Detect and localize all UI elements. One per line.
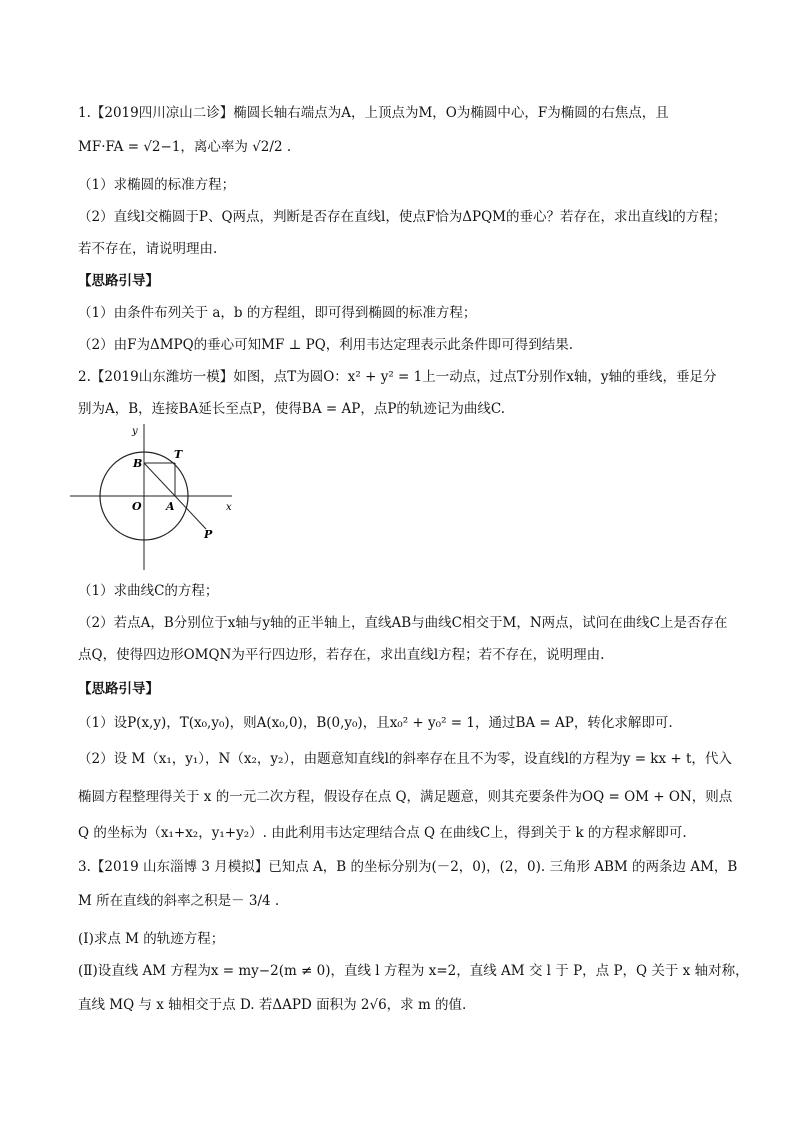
problem2-hint1: （1）设P(x,y)，T(x₀,y₀)，则A(x₀,0)，B(0,y₀)，且x₀² + y₀² = 1，通过BA = AP，转化求解即可. (78, 715, 673, 731)
problem1-hint2: （2）由F为ΔMPQ的垂心可知MF ⊥ PQ，利用韦达定理表示此条件即可得到结果. (78, 337, 574, 353)
label-y: y (132, 426, 138, 437)
problem3-question2-line1: (Ⅱ)设直线 AM 方程为x = my−2(m ≠ 0)，直线 l 方程为 x=2，直线 AM 交 l 于 P，点 P，Q 关于 x 轴对称， (78, 963, 749, 979)
problem2-question2-line1: （2）若点A，B分别位于x轴与y轴的正半轴上，直线AB与曲线C相交于M，N两点，试问在曲线C上是否存在 (78, 615, 728, 631)
label-a: A (166, 500, 175, 513)
problem2-stem-line2: 别为A，B，连接BA延长至点P，使得BA = AP，点P的轨迹记为曲线C. (78, 401, 506, 417)
problem1-hint1: （1）由条件布列关于 a，b 的方程组，即可得到椭圆的标准方程； (78, 305, 477, 321)
label-o: O (132, 500, 142, 513)
problem3-stem-line1: 3.【2019 山东淄博 3 月模拟】已知点 A，B 的坐标分别为(－2，0)，(2，0). 三角形 ABM 的两条边 AM，B (78, 859, 738, 875)
problem1-question2-line2: 若不存在，请说明理由. (78, 241, 218, 257)
problem3-stem-line2: M 所在直线的斜率之积是－ 3/4 . (78, 893, 280, 909)
problem1-question2-line1: （2）直线l交椭圆于P、Q两点，判断是否存在直线l，使点F恰为ΔPQM的垂心？若存在，求出直线l的方程； (78, 209, 727, 225)
problem2-stem-line1: 2.【2019山东潍坊一模】如图，点T为圆O：x² + y² = 1上一动点，过点T分别作x轴，y轴的垂线，垂足分 (78, 369, 717, 385)
problem1-stem-line2: MF·FA = √2−1，离心率为 √2/2 . (78, 139, 292, 155)
problem2-hint2-line3: Q 的坐标为（x₁+x₂，y₁+y₂）. 由此利用韦达定理结合点 Q 在曲线C上，得到关于 k 的方程求解即可. (78, 825, 687, 841)
problem1-hint-title: 【思路引导】 (78, 273, 159, 289)
problem2-question1: （1）求曲线C的方程； (78, 583, 219, 599)
label-x: x (226, 502, 232, 513)
problem2-hint-title: 【思路引导】 (78, 681, 159, 697)
label-p: P (204, 528, 213, 541)
problem2-hint2-line1: （2）设 M（x₁，y₁），N（x₂，y₂），由题意知直线l的斜率存在且不为零，设直线l的方程为y = kx + t，代入 (78, 751, 732, 767)
problem2-hint2-line2: 椭圆方程整理得关于 x 的一元二次方程，假设存在点 Q，满足题意，则其充要条件为OQ = OM + ON，则点 (78, 789, 733, 805)
label-t: T (174, 448, 183, 461)
problem2-question2-line2: 点Q，使得四边形OMQN为平行四边形，若存在，求出直线l方程；若不存在，说明理由. (78, 647, 605, 663)
problem1-question1: （1）求椭圆的标准方程； (78, 177, 236, 193)
problem3-question2-line2: 直线 MQ 与 x 轴相交于点 D. 若ΔAPD 面积为 2√6，求 m 的值. (78, 997, 467, 1013)
problem3-question1: (Ⅰ)求点 M 的轨迹方程； (78, 931, 225, 947)
label-b: B (133, 457, 143, 470)
circle-figure (70, 420, 240, 570)
problem1-stem-line1: 1.【2019四川凉山二诊】椭圆长轴右端点为A，上顶点为M，O为椭圆中心，F为椭圆的右焦点，且 (78, 105, 669, 121)
